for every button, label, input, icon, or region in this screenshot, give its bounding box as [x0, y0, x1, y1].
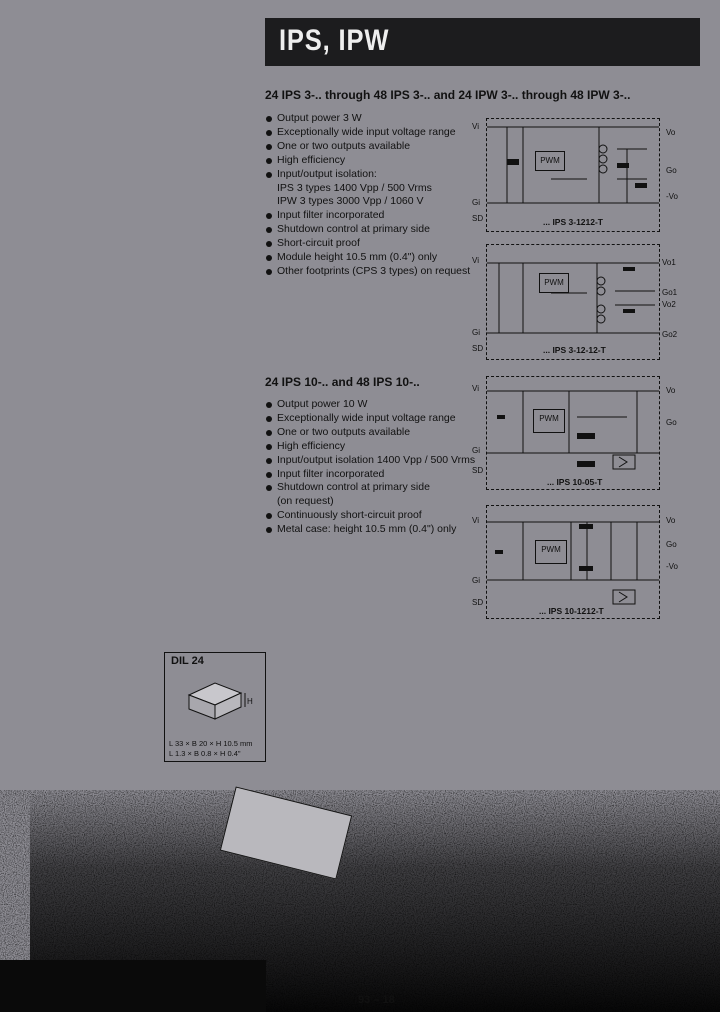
terminal-label: Go	[666, 166, 677, 175]
bullet-icon	[266, 144, 272, 150]
list-item: Output power 3 W	[265, 112, 465, 126]
list-item: One or two outputs available	[265, 140, 465, 154]
terminal-label: Gi	[472, 576, 480, 585]
schematic-ips3-12-12	[486, 244, 660, 360]
terminal-label: SD	[472, 598, 484, 607]
bullet-icon	[266, 269, 272, 275]
terminal-label: Go2	[662, 330, 678, 339]
section1-feature-list	[265, 112, 471, 279]
terminal-label: Gi	[472, 198, 480, 207]
terminal-label: Gi	[472, 446, 480, 455]
terminal-label: Vi	[472, 256, 479, 265]
list-item: Module height 10.5 mm (0.4") only	[265, 251, 465, 265]
height-label: H	[247, 697, 253, 706]
list-item: Exceptionally wide input voltage range	[265, 412, 465, 426]
schematic-caption: ... IPS 3-1212-T	[543, 217, 603, 227]
bullet-icon	[266, 172, 272, 178]
list-item: Metal case: height 10.5 mm (0.4") only	[265, 523, 465, 537]
circuit-diagram	[487, 377, 659, 489]
schematic-ips10-05	[486, 376, 660, 490]
list-item: One or two outputs available	[265, 426, 465, 440]
product-photo-noise	[0, 790, 720, 1012]
schematic-ips3-1212	[486, 118, 660, 232]
title-bar	[265, 18, 700, 66]
terminal-label: Vo1	[662, 258, 676, 267]
page-title: IPS, IPW	[279, 24, 390, 57]
package-title: DIL 24	[171, 655, 204, 667]
pwm-block: PWM	[535, 151, 565, 171]
bullet-icon	[266, 241, 272, 247]
terminal-label: Vo2	[662, 300, 676, 309]
bullet-icon	[266, 213, 272, 219]
list-item: Output power 10 W	[265, 398, 465, 412]
bullet-icon	[266, 227, 272, 233]
bullet-icon	[266, 472, 272, 478]
pwm-block: PWM	[535, 540, 567, 564]
bullet-icon	[266, 158, 272, 164]
bullet-icon	[266, 116, 272, 122]
package-box	[164, 652, 266, 762]
package-dimensions-mm: L 33 × B 20 × H 10.5 mm	[169, 739, 253, 748]
bullet-icon	[266, 416, 272, 422]
list-item: Input/output isolation:	[265, 168, 465, 182]
terminal-label: -Vo	[666, 192, 679, 201]
list-item: Input filter incorporated	[265, 209, 465, 223]
bullet-icon	[266, 255, 272, 261]
terminal-label: Vo	[666, 516, 676, 525]
list-item: Input filter incorporated	[265, 468, 465, 482]
bullet-icon	[266, 444, 272, 450]
circuit-diagram	[487, 506, 659, 618]
section2-heading: 24 IPS 10-.. and 48 IPS 10-..	[265, 375, 420, 389]
list-item: IPS 3 types 1400 Vpp / 500 Vrms	[277, 181, 432, 194]
bullet-icon	[266, 430, 272, 436]
list-item: High efficiency	[265, 154, 465, 168]
terminal-label: Go	[666, 540, 677, 549]
terminal-label: Vi	[472, 122, 479, 131]
terminal-label: -Vo	[666, 562, 679, 571]
terminal-label: SD	[472, 466, 484, 475]
schematic-caption: ... IPS 3-12-12-T	[543, 345, 606, 355]
page-number: 93 – 18	[358, 994, 395, 1006]
terminal-label: SD	[472, 344, 484, 353]
terminal-label: Go1	[662, 288, 678, 297]
terminal-label: Vi	[472, 384, 479, 393]
circuit-diagram	[487, 119, 659, 231]
schematic-ips10-1212	[486, 505, 660, 619]
list-item: Continuously short-circuit proof	[265, 509, 465, 523]
terminal-label: Gi	[472, 328, 480, 337]
list-item: IPW 3 types 3000 Vpp / 1060 V	[277, 195, 424, 208]
list-item: Input/output isolation 1400 Vpp / 500 Vrms	[265, 454, 465, 468]
pwm-block: PWM	[539, 273, 569, 293]
list-item: Shutdown control at primary side	[265, 481, 465, 495]
bullet-icon	[266, 527, 272, 533]
schematic-caption: ... IPS 10-05-T	[547, 477, 603, 487]
terminal-label: SD	[472, 214, 484, 223]
bullet-icon	[266, 458, 272, 464]
list-item: High efficiency	[265, 440, 465, 454]
list-item: Exceptionally wide input voltage range	[265, 126, 465, 140]
pwm-block: PWM	[533, 409, 565, 433]
list-item: Short-circuit proof	[265, 237, 465, 251]
terminal-label: Vo	[666, 386, 676, 395]
schematic-caption: ... IPS 10-1212-T	[539, 606, 604, 616]
bullet-icon	[266, 485, 272, 491]
section1-heading: 24 IPS 3-.. through 48 IPS 3-.. and 24 IPW 3-.. through 48 IPW 3-..	[265, 88, 631, 102]
terminal-label: Vo	[666, 128, 676, 137]
package-dimensions-in: L 1.3 × B 0.8 × H 0.4"	[169, 749, 241, 758]
list-item: (on request)	[277, 495, 334, 508]
list-item: Other footprints (CPS 3 types) on request	[265, 265, 465, 279]
circuit-diagram	[487, 245, 659, 359]
terminal-label: Go	[666, 418, 677, 427]
bullet-icon	[266, 130, 272, 136]
terminal-label: Vi	[472, 516, 479, 525]
list-item: Shutdown control at primary side	[265, 223, 465, 237]
bullet-icon	[266, 402, 272, 408]
bullet-icon	[266, 513, 272, 519]
